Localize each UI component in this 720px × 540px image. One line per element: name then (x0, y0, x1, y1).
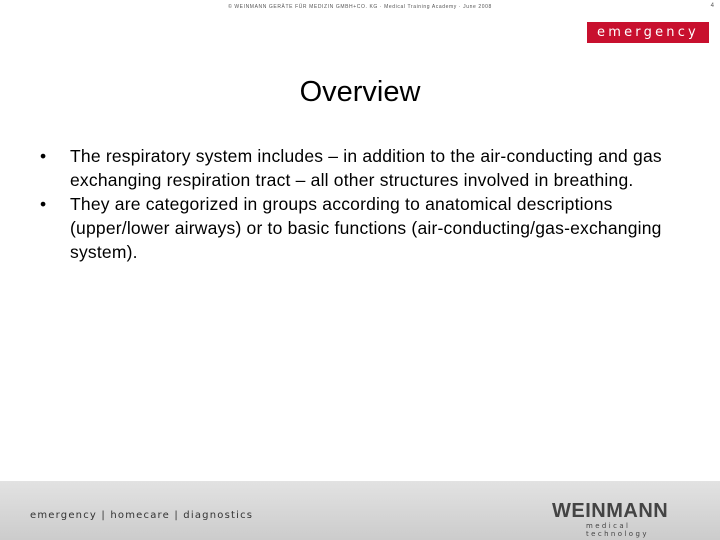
bullet-text: The respiratory system includes – in addition to the air-conducting and gas exchanging respiration tract – all other structures involved in breathing. (70, 146, 662, 190)
logo-wordmark: WEINMANN (552, 500, 669, 522)
bullet-text: They are categorized in groups according to anatomical descriptions (upper/lower airways) or to basic functions (air-conducting/gas-exchanging system). (70, 194, 662, 262)
bullet-list (40, 144, 690, 264)
weinmann-logo (552, 500, 692, 538)
page-number: 4 (710, 3, 714, 9)
footer-tagline: emergency | homecare | diagnostics (30, 510, 254, 521)
copyright-header: © WEINMANN GERÄTE FÜR MEDIZIN GMBH+CO. KG · Medical Training Academy · June 2008 (228, 4, 492, 10)
slide-title: Overview (299, 76, 421, 108)
logo-subtitle: medical technology (586, 522, 649, 538)
bullet-icon: • (40, 194, 47, 214)
bullet-item (40, 144, 690, 192)
bullet-icon: • (40, 146, 47, 166)
footer-bar (0, 481, 720, 540)
emergency-badge: emergency (587, 22, 709, 43)
bullet-item (40, 192, 690, 264)
